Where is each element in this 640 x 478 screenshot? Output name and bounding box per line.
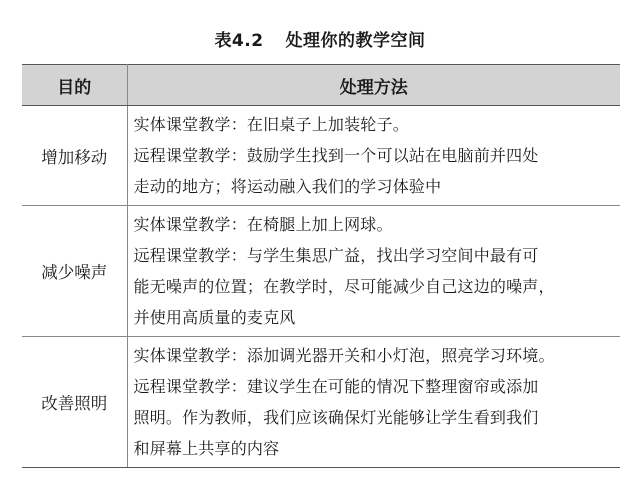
header-method: 处理方法 xyxy=(127,65,620,106)
method-line: 实体课堂教学：添加调光器开关和小灯泡，照亮学习环境。 xyxy=(133,346,555,365)
method-line: 走动的地方；将运动融入我们的学习体验中 xyxy=(133,177,442,196)
table-row xyxy=(22,106,620,206)
table-row xyxy=(22,337,620,468)
method-line: 并使用高质量的麦克风 xyxy=(133,308,296,327)
method-line: 和屏幕上共享的内容 xyxy=(133,439,280,458)
table-title: 处理你的教学空间 xyxy=(285,31,426,51)
method-line: 实体课堂教学：在椅腿上加上网球。 xyxy=(133,215,393,234)
method-cell xyxy=(127,337,620,468)
header-row xyxy=(22,65,620,106)
table-row xyxy=(22,206,620,337)
method-line: 远程课堂教学：建议学生在可能的情况下整理窗帘或添加 xyxy=(133,377,539,396)
goal-cell: 增加移动 xyxy=(22,106,127,206)
goal-cell: 减少噪声 xyxy=(22,206,127,337)
method-line: 能无噪声的位置；在教学时，尽可能减少自己这边的噪声， xyxy=(133,277,555,296)
table-caption xyxy=(0,26,640,51)
teaching-space-table xyxy=(22,64,620,468)
header-goal: 目的 xyxy=(22,65,127,106)
goal-cell: 改善照明 xyxy=(22,337,127,468)
method-line: 远程课堂教学：与学生集思广益，找出学习空间中最有可 xyxy=(133,246,539,265)
table-number: 表4.2 xyxy=(214,31,264,51)
method-line: 实体课堂教学：在旧桌子上加装轮子。 xyxy=(133,115,409,134)
method-cell xyxy=(127,106,620,206)
method-cell xyxy=(127,206,620,337)
method-line: 远程课堂教学：鼓励学生找到一个可以站在电脑前并四处 xyxy=(133,146,539,165)
method-line: 照明。作为教师，我们应该确保灯光能够让学生看到我们 xyxy=(133,408,539,427)
